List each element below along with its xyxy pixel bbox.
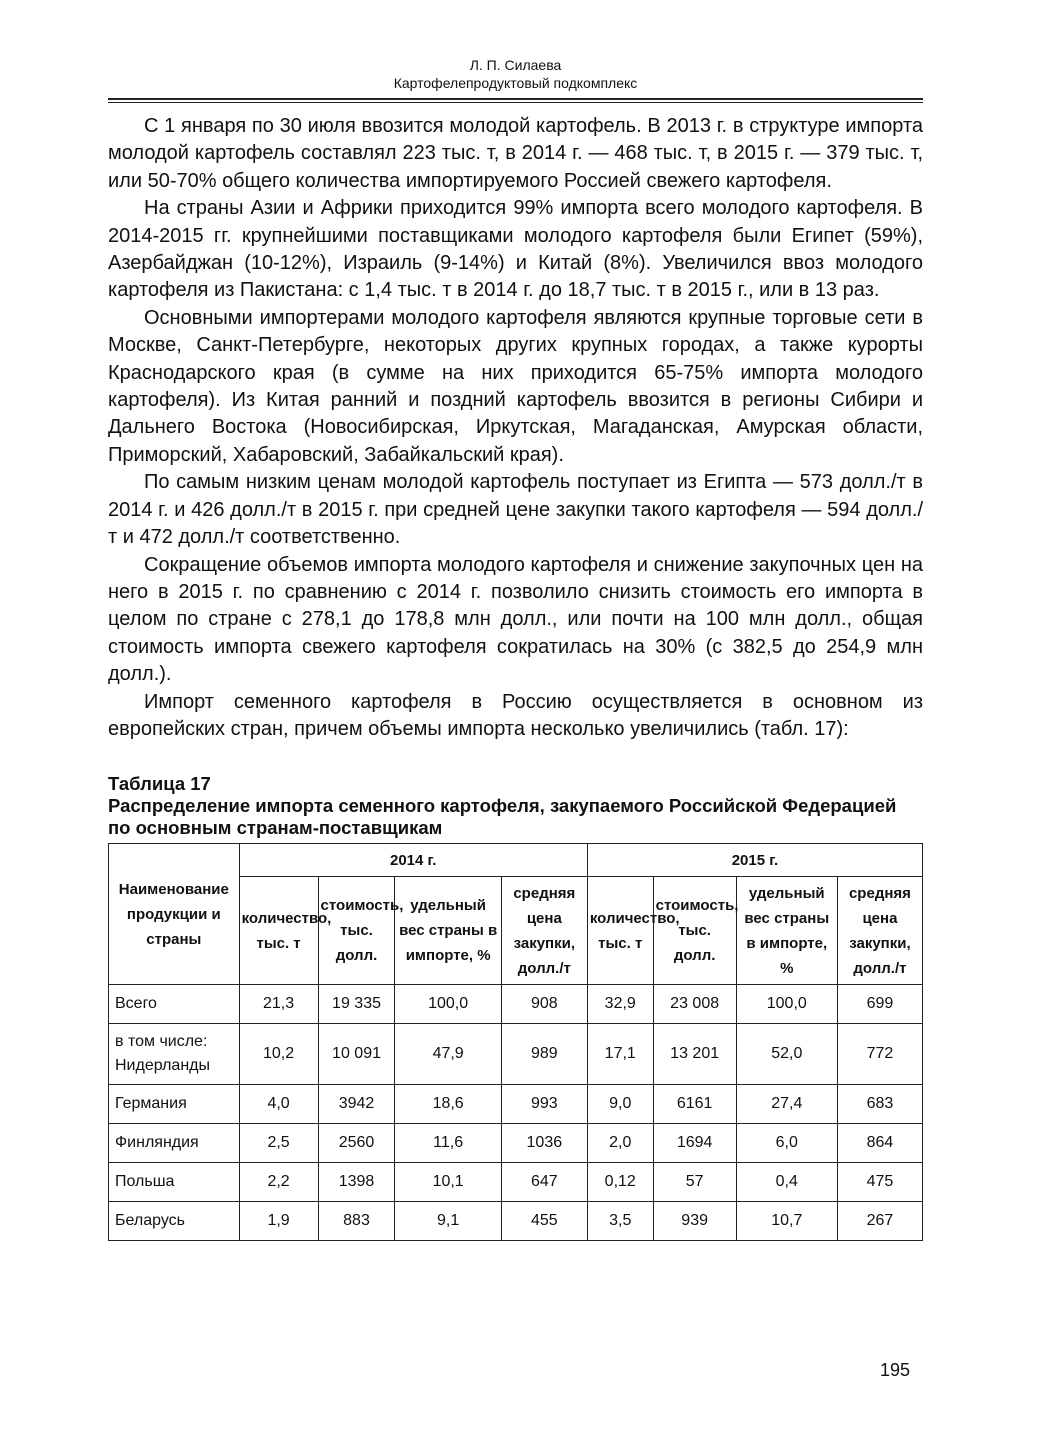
cell: 864 xyxy=(837,1124,922,1163)
paragraph: По самым низким ценам молодой картофель поступает из Египта — 573 долл./т в 2014 г. и 426 долл./т в 2015 г. при средней цене закупки такого картофеля — 594 долл./т и 472 долл./т соответственно. xyxy=(108,471,923,549)
row-name: Германия xyxy=(109,1085,240,1124)
cell: 2,0 xyxy=(587,1124,653,1163)
row-name: Беларусь xyxy=(109,1202,240,1241)
table-title: Распределение импорта семенного картофеля, закупаемого Российской Федерацией по основным странам-поставщикам xyxy=(108,795,897,839)
cell: 4,0 xyxy=(239,1085,318,1124)
paragraph: Импорт семенного картофеля в Россию осуществляется в основном из европейских стран, причем объемы импорта несколько увеличились (табл. 17): xyxy=(108,690,923,740)
cell: 17,1 xyxy=(587,1024,653,1085)
table-row xyxy=(109,985,923,1024)
cell: 32,9 xyxy=(587,985,653,1024)
cell: 267 xyxy=(837,1202,922,1241)
header-year-2014: 2014 г. xyxy=(239,844,587,877)
header-col: удельный вес страны в импорте, % xyxy=(736,877,837,985)
cell: 100,0 xyxy=(395,985,501,1024)
row-name: в том числе: Нидерланды xyxy=(109,1024,240,1085)
cell: 0,4 xyxy=(736,1163,837,1202)
cell: 1036 xyxy=(501,1124,587,1163)
cell: 989 xyxy=(501,1024,587,1085)
cell: 10,1 xyxy=(395,1163,501,1202)
cell: 1,9 xyxy=(239,1202,318,1241)
cell: 2,5 xyxy=(239,1124,318,1163)
cell: 9,1 xyxy=(395,1202,501,1241)
table-row xyxy=(109,1024,923,1085)
cell: 10,2 xyxy=(239,1024,318,1085)
paragraph: Сокращение объемов импорта молодого картофеля и снижение закупочных цен на него в 2015 г. по сравнению с 2014 г. позволило снизить стоимость его импорта в целом по стране с 278,1 до 178,8 млн долл., или почти на 100 млн долл., общая стоимость импорта свежего картофеля сократилась на 30% (с 382,5 до 254,9 млн долл.). xyxy=(108,553,923,686)
cell: 18,6 xyxy=(395,1085,501,1124)
cell: 6,0 xyxy=(736,1124,837,1163)
cell: 1398 xyxy=(318,1163,395,1202)
body-text xyxy=(108,113,923,743)
cell: 27,4 xyxy=(736,1085,837,1124)
header-col: средняя цена закупки, долл./т xyxy=(837,877,922,985)
cell: 772 xyxy=(837,1024,922,1085)
page-number: 195 xyxy=(880,1360,911,1380)
header-col: удельный вес страны в импорте, % xyxy=(395,877,501,985)
cell: 1694 xyxy=(653,1124,736,1163)
cell: 3942 xyxy=(318,1085,395,1124)
cell: 21,3 xyxy=(239,985,318,1024)
header-rule xyxy=(108,98,923,100)
header-name: Наименование продукции и страны xyxy=(109,844,240,985)
header-col: средняя цена закупки, долл./т xyxy=(501,877,587,985)
cell: 13 201 xyxy=(653,1024,736,1085)
cell: 699 xyxy=(837,985,922,1024)
header-year-2015: 2015 г. xyxy=(587,844,922,877)
cell: 6161 xyxy=(653,1085,736,1124)
cell: 455 xyxy=(501,1202,587,1241)
cell: 993 xyxy=(501,1085,587,1124)
cell: 57 xyxy=(653,1163,736,1202)
cell: 475 xyxy=(837,1163,922,1202)
table-caption xyxy=(108,773,923,839)
cell: 3,5 xyxy=(587,1202,653,1241)
cell: 9,0 xyxy=(587,1085,653,1124)
running-head xyxy=(108,56,923,92)
paragraph: С 1 января по 30 июля ввозится молодой картофель. В 2013 г. в структуре импорта молодой картофель составлял 223 тыс. т, в 2014 г. — 468 тыс. т, в 2015 г. — 379 тыс. т, или 50-70% общего количества импортируемого Россией свежего картофеля. xyxy=(108,115,923,192)
import-table xyxy=(108,843,923,1241)
paragraph: На страны Азии и Африки приходится 99% импорта всего молодого картофеля. В 2014-2015 гг. крупнейшими поставщиками молодого картофеля были Египет (59%), Азербайджан (10-12%), Израиль (9-14%) и Китай (8%). Увеличился ввоз молодого картофеля из Пакистана: с 1,4 тыс. т в 2014 г. до 18,7 тыс. т в 2015 г., или в 13 раз. xyxy=(108,197,923,302)
header-col: стоимость, тыс. долл. xyxy=(653,877,736,985)
cell: 883 xyxy=(318,1202,395,1241)
cell: 939 xyxy=(653,1202,736,1241)
table-number: Таблица 17 xyxy=(108,773,211,795)
cell: 19 335 xyxy=(318,985,395,1024)
cell: 2560 xyxy=(318,1124,395,1163)
header-col: стоимость, тыс. долл. xyxy=(318,877,395,985)
paragraph: Основными импортерами молодого картофеля являются крупные торговые сети в Москве, Санкт-Петербурге, некоторых других крупных городах, а также курорты Краснодарского края (в сумме на них приходится 65-75% импорта молодого картофеля). Из Китая ранний и поздний картофель ввозится в регионы Сибири и Дальнего Востока (Новосибирская, Иркутская, Магаданская, Амурская области, Приморский, Хабаровский, Забайкальский края). xyxy=(108,306,923,466)
cell: 11,6 xyxy=(395,1124,501,1163)
cell: 0,12 xyxy=(587,1163,653,1202)
cell: 10,7 xyxy=(736,1202,837,1241)
page xyxy=(108,56,923,1241)
cell: 100,0 xyxy=(736,985,837,1024)
cell: 908 xyxy=(501,985,587,1024)
cell: 52,0 xyxy=(736,1024,837,1085)
row-name: Польша xyxy=(109,1163,240,1202)
cell: 683 xyxy=(837,1085,922,1124)
cell: 23 008 xyxy=(653,985,736,1024)
cell: 2,2 xyxy=(239,1163,318,1202)
cell: 10 091 xyxy=(318,1024,395,1085)
row-name: Финляндия xyxy=(109,1124,240,1163)
table-row xyxy=(109,1124,923,1163)
header-col: количество, тыс. т xyxy=(239,877,318,985)
running-head-author: Л. П. Силаева xyxy=(469,57,562,73)
table-row xyxy=(109,1163,923,1202)
table-row xyxy=(109,1202,923,1241)
cell: 47,9 xyxy=(395,1024,501,1085)
table-row xyxy=(109,1085,923,1124)
header-rule-thin xyxy=(108,102,923,103)
header-col: количество, тыс. т xyxy=(587,877,653,985)
cell: 647 xyxy=(501,1163,587,1202)
row-name: Всего xyxy=(109,985,240,1024)
running-head-title: Картофелепродуктовый подкомплекс xyxy=(393,75,638,91)
